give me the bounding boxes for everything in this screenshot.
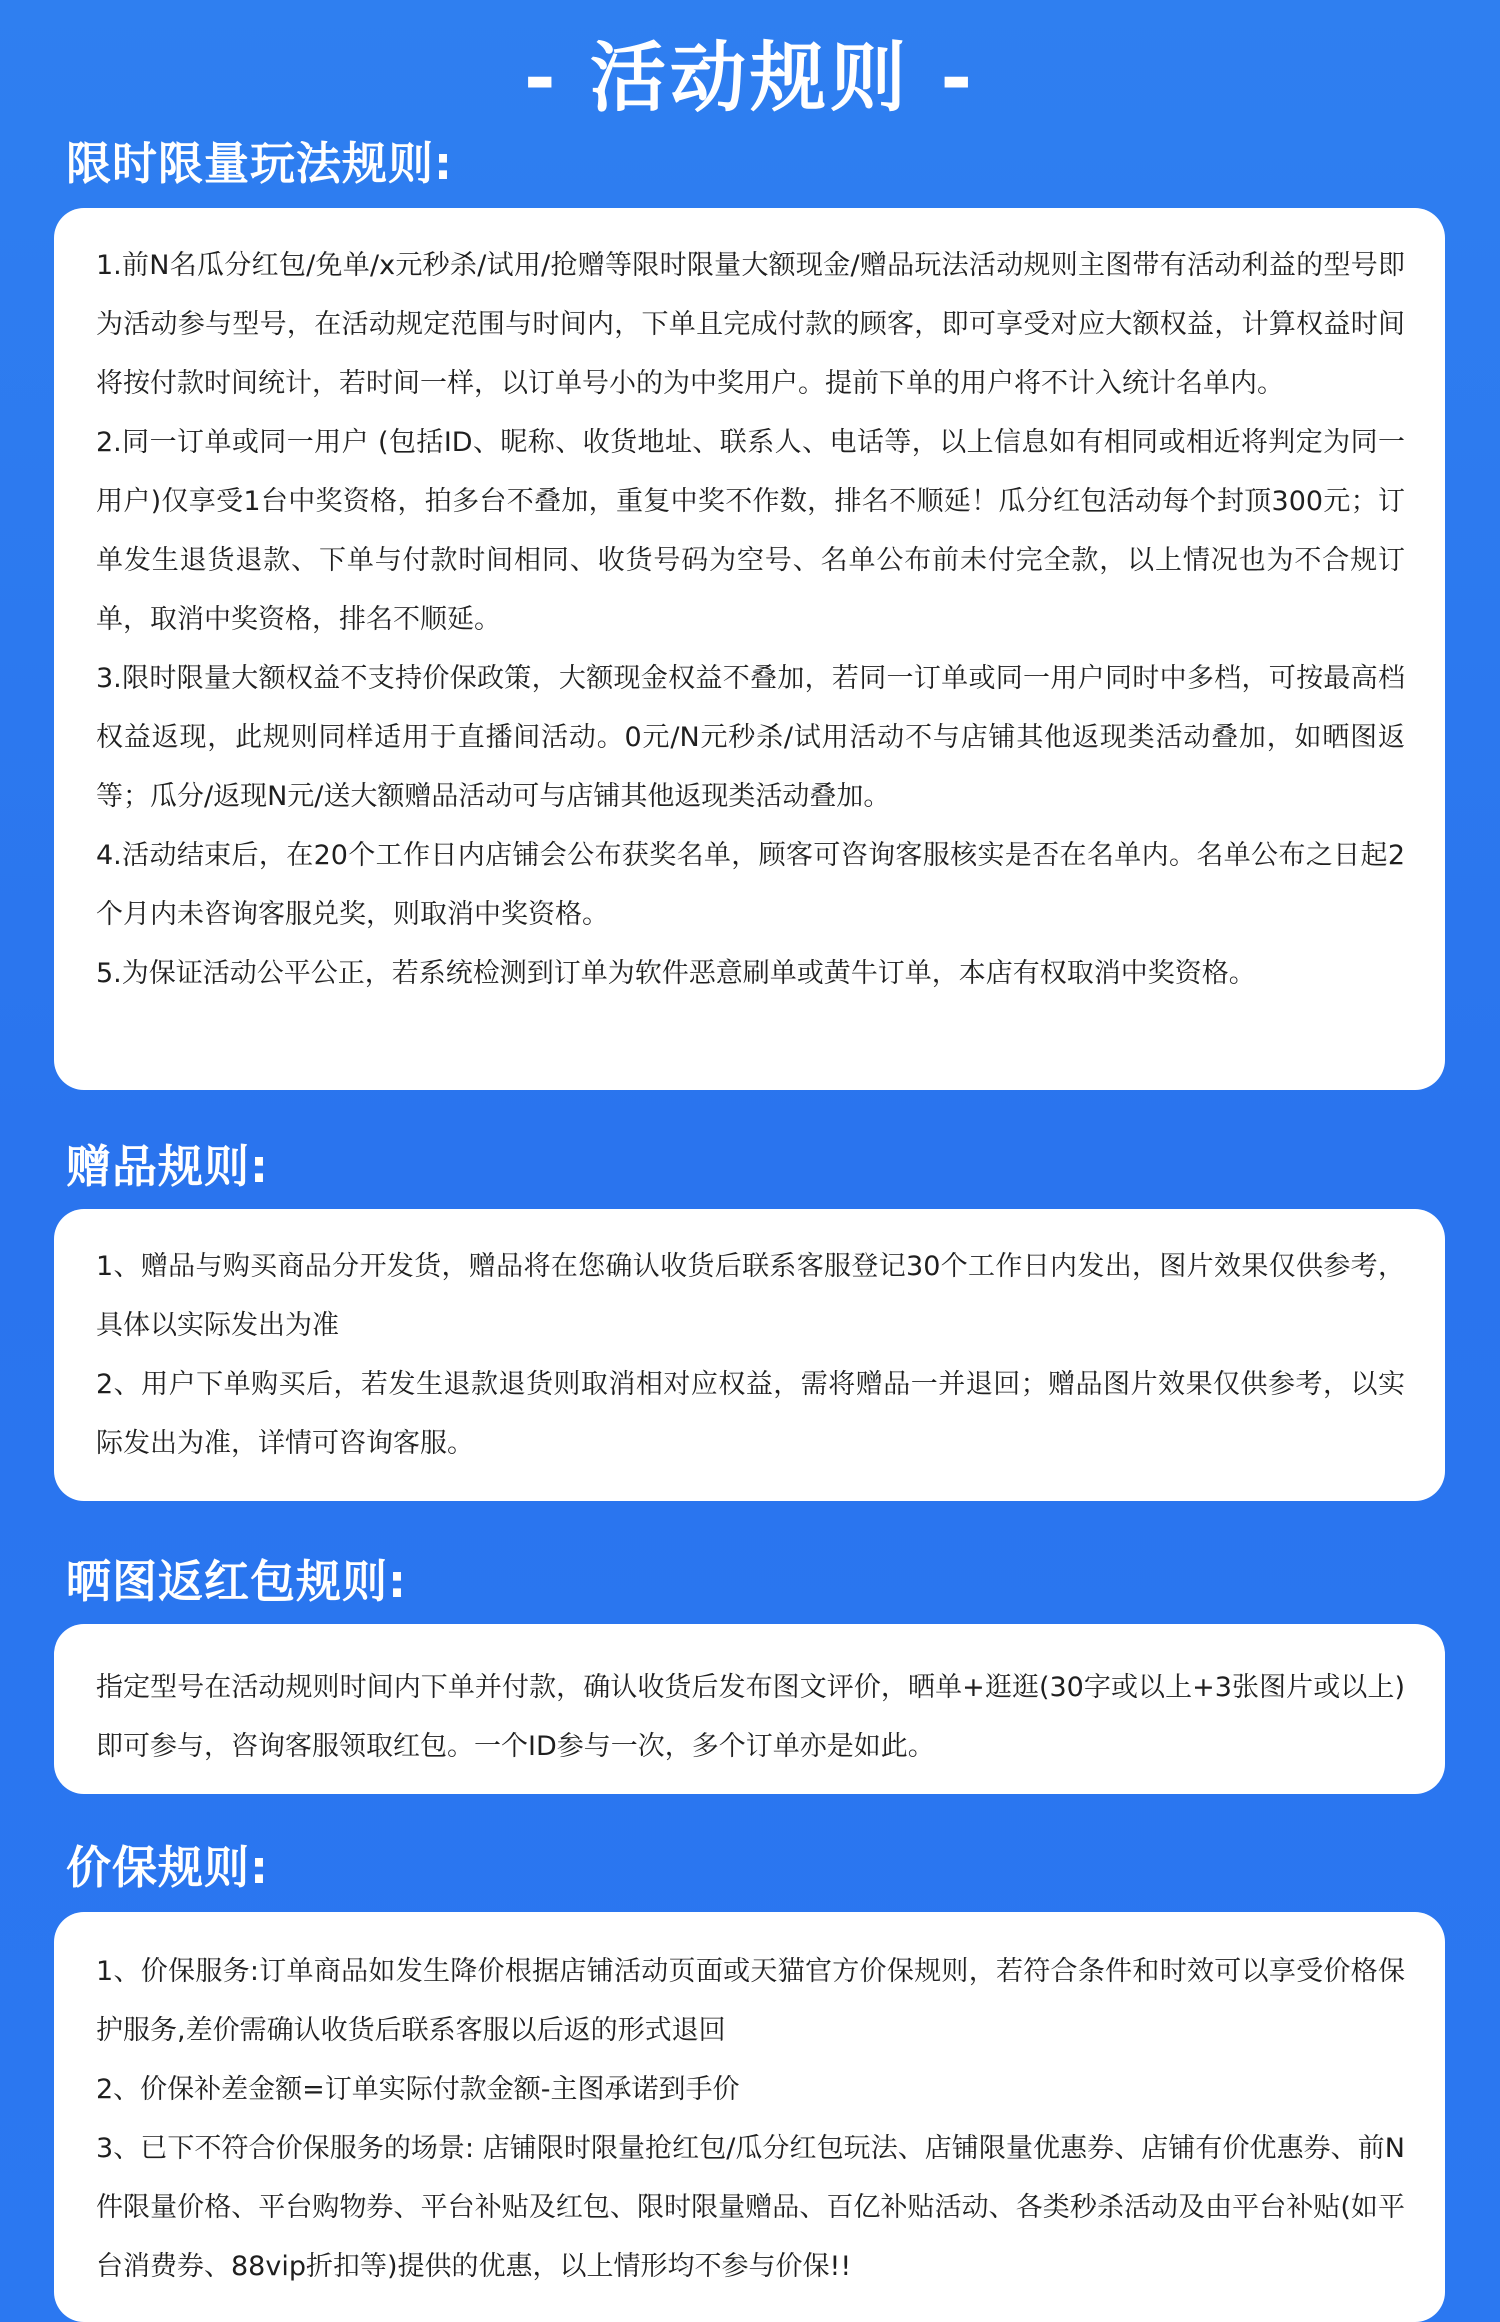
rule-paragraph: 1.前N名瓜分红包/免单/x元秒杀/试用/抢赠等限时限量大额现金/赠品玩法活动规则主图带有活动利益的型号即为活动参与型号，在活动规定范围与时间内，下单且完成付款的顾客，即可享受对应大额权益，计算权益时间将按付款时间统计，若时间一样，以订单号小的为中奖用户。提前下单的用户将不计入统计名单内。 bbox=[96, 250, 1405, 399]
rule-paragraph: 指定型号在活动规则时间内下单并付款，确认收货后发布图文评价，晒单+逛逛(30字或以上+3张图片或以上)即可参与，咨询客服领取红包。一个ID参与一次，多个订单亦是如此。 bbox=[96, 1672, 1405, 1762]
section-heading-gift: 赠品规则: bbox=[66, 1140, 269, 1193]
rule-paragraph: 5.为保证活动公平公正，若系统检测到订单为软件恶意刷单或黄牛订单，本店有权取消中奖资格。 bbox=[96, 958, 1256, 989]
section-heading-photo-review: 晒图返红包规则: bbox=[66, 1555, 407, 1608]
rules-card-limited-play bbox=[54, 208, 1445, 1090]
rule-paragraph: 2、价保补差金额=订单实际付款金额-主图承诺到手价 bbox=[96, 2074, 740, 2105]
rule-paragraph: 2.同一订单或同一用户 (包括ID、昵称、收货地址、联系人、电话等，以上信息如有相同或相近将判定为同一用户)仅享受1台中奖资格，拍多台不叠加，重复中奖不作数，排名不顺延！瓜分红包活动每个封顶300元；订单发生退货退款、下单与付款时间相同、收货号码为空号、名单公布前未付完全款，以上情况也为不合规订单，取消中奖资格，排名不顺延。 bbox=[96, 427, 1405, 635]
rule-paragraph: 1、价保服务:订单商品如发生降价根据店铺活动页面或天猫官方价保规则，若符合条件和时效可以享受价格保护服务,差价需确认收货后联系客服以后返的形式退回 bbox=[96, 1956, 1405, 2046]
page-title: - 活动规则 - bbox=[523, 33, 976, 122]
rules-card-gift bbox=[54, 1209, 1445, 1501]
rule-paragraph: 2、用户下单购买后，若发生退款退货则取消相对应权益，需将赠品一并退回；赠品图片效果仅供参考，以实际发出为准，详情可咨询客服。 bbox=[96, 1369, 1405, 1459]
rule-paragraph: 3.限时限量大额权益不支持价保政策，大额现金权益不叠加，若同一订单或同一用户同时中多档，可按最高档权益返现，此规则同样适用于直播间活动。0元/N元秒杀/试用活动不与店铺其他返现类活动叠加，如晒图返等；瓜分/返现N元/送大额赠品活动可与店铺其他返现类活动叠加。 bbox=[96, 663, 1405, 812]
rules-card-price-protection bbox=[54, 1912, 1445, 2322]
rule-paragraph: 4.活动结束后，在20个工作日内店铺会公布获奖名单，顾客可咨询客服核实是否在名单内。名单公布之日起2个月内未咨询客服兑奖，则取消中奖资格。 bbox=[96, 840, 1405, 930]
rule-paragraph: 3、已下不符合价保服务的场景: 店铺限时限量抢红包/瓜分红包玩法、店铺限量优惠券、店铺有价优惠券、前N件限量价格、平台购物券、平台补贴及红包、限时限量赠品、百亿补贴活动、各类秒杀活动及由平台补贴(如平台消费券、88vip折扣等)提供的优惠，以上情形均不参与价保!! bbox=[96, 2133, 1405, 2282]
rules-card-photo-review bbox=[54, 1624, 1445, 1794]
section-heading-limited-play: 限时限量玩法规则: bbox=[66, 137, 453, 190]
section-heading-price-protection: 价保规则: bbox=[66, 1841, 269, 1894]
rule-paragraph: 1、赠品与购买商品分开发货，赠品将在您确认收货后联系客服登记30个工作日内发出，图片效果仅供参考，具体以实际发出为准 bbox=[96, 1251, 1405, 1341]
